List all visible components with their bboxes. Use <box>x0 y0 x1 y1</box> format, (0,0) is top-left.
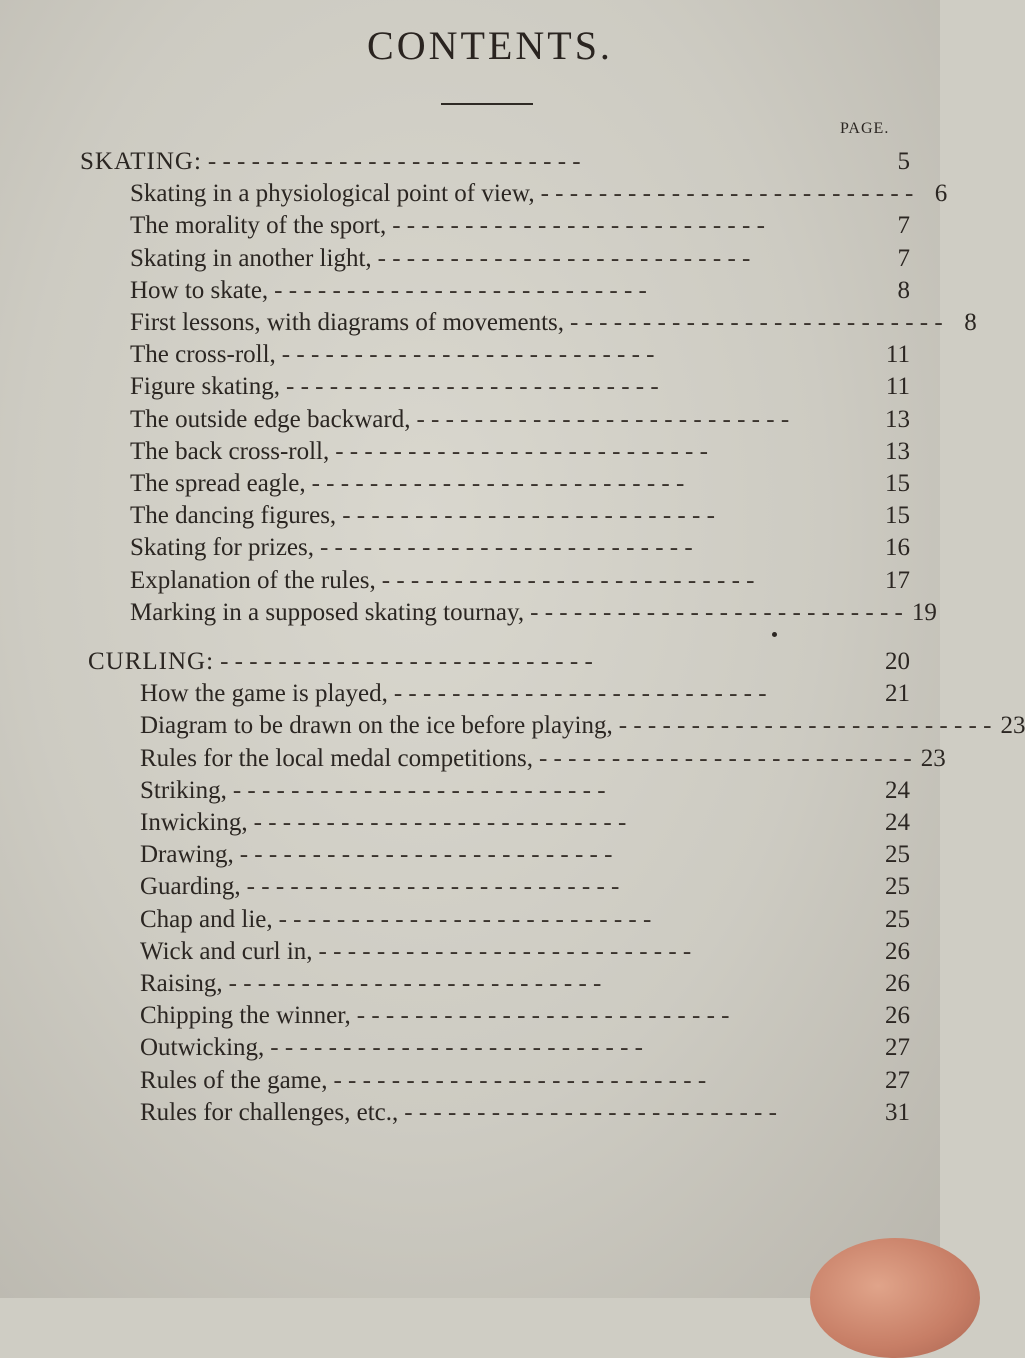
entry-title: Skating for prizes, <box>130 534 314 562</box>
toc-entry-row <box>140 936 910 968</box>
entry-title: Diagram to be drawn on the ice before playing, <box>140 712 613 740</box>
dot-leader: - - - - - - - - - - - - - - - - - - - - - - - - - - <box>207 148 581 175</box>
dot-leader: - - - - - - - - - - - - - - - - - - - - - - - - - - <box>220 648 593 675</box>
page-column-header: PAGE. <box>840 120 890 137</box>
page-title: CONTENTS. <box>367 23 613 68</box>
page-number: 24 <box>885 809 910 836</box>
page-number: 26 <box>885 970 910 997</box>
dot-leader: - - - - - - - - - - - - - - - - - - - - - - - - - - <box>356 1002 730 1030</box>
toc-entry-row <box>140 968 910 1000</box>
entry-title: Striking, <box>140 776 227 804</box>
toc-entry-row <box>130 275 910 307</box>
entry-title: Rules of the game, <box>140 1066 328 1094</box>
toc-entry-row <box>130 500 910 532</box>
page-number: 27 <box>885 1066 910 1094</box>
dot-leader: - - - - - - - - - - - - - - - - - - - - - - - - - - <box>239 841 613 869</box>
dot-leader: - - - - - - - - - - - - - - - - - - - - - - - - - - <box>286 373 659 401</box>
page-number: 8 <box>964 309 977 336</box>
entry-title: Rules for the local medal competitions, <box>140 744 533 772</box>
entry-title: First lessons, with diagrams of movements, <box>130 309 564 336</box>
dot-leader: - - - - - - - - - - - - - - - - - - - - - - - - - - <box>342 502 715 530</box>
toc-entry-row <box>140 678 910 710</box>
dot-leader: - - - - - - - - - - - - - - - - - - - - - - - - - - <box>311 470 685 497</box>
ink-speck <box>772 632 777 637</box>
page-number: 20 <box>885 648 910 675</box>
page-number: 5 <box>897 148 910 175</box>
page-number: 13 <box>885 437 910 465</box>
entry-title: The back cross-roll, <box>130 437 330 465</box>
page-number: 7 <box>897 212 910 240</box>
dot-leader: - - - - - - - - - - - - - - - - - - - - - - - - - - <box>228 970 602 997</box>
toc-entry-row <box>140 871 910 903</box>
dot-leader: - - - - - - - - - - - - - - - - - - - - - - - - - - <box>270 1034 644 1062</box>
toc-entry-row <box>130 404 910 436</box>
page-number: 15 <box>885 502 910 530</box>
dot-leader: - - - - - - - - - - - - - - - - - - - - - - - - - - <box>253 809 627 836</box>
entry-title: Skating in a physiological point of view, <box>130 180 535 208</box>
entry-title: Explanation of the rules, <box>130 566 376 594</box>
page-number: 17 <box>885 566 910 594</box>
dot-leader: - - - - - - - - - - - - - - - - - - - - - - - - - - <box>416 405 790 433</box>
page-number: 6 <box>934 180 948 208</box>
dot-leader: - - - - - - - - - - - - - - - - - - - - - - - - - - <box>232 776 606 804</box>
dot-leader: - - - - - - - - - - - - - - - - - - - - - - - - - - <box>319 534 693 562</box>
dot-leader: - - - - - - - - - - - - - - - - - - - - - - - - - - <box>530 598 903 626</box>
toc-entry-row <box>130 210 910 242</box>
toc-entry-row <box>140 1065 910 1097</box>
page-number: 23 <box>1000 712 1025 740</box>
entry-title: Marking in a supposed skating tournay, <box>130 598 525 626</box>
page-number: 15 <box>885 470 910 497</box>
dot-leader: - - - - - - - - - - - - - - - - - - - - - - - - - - <box>278 905 652 933</box>
toc-entry-row <box>140 1032 910 1064</box>
page-number: 23 <box>920 744 946 772</box>
dot-leader: - - - - - - - - - - - - - - - - - - - - - - - - - - <box>538 744 912 772</box>
dot-leader: - - - - - - - - - - - - - - - - - - - - - - - - - - <box>335 437 708 465</box>
toc-entry-row <box>140 775 910 807</box>
toc-entry-row <box>130 339 910 371</box>
entry-title: Guarding, <box>140 873 241 901</box>
page-number: 25 <box>885 841 910 869</box>
toc-entry-row <box>140 743 946 775</box>
dot-leader: - - - - - - - - - - - - - - - - - - - - - - - - - - <box>381 566 755 594</box>
entry-title: Skating in another light, <box>130 244 372 272</box>
toc-entry-row <box>140 807 910 839</box>
page-number: 21 <box>885 680 910 708</box>
dot-leader: - - - - - - - - - - - - - - - - - - - - - - - - - - <box>570 309 943 336</box>
entry-title: How the game is played, <box>140 680 388 708</box>
section-heading: SKATING: <box>80 148 202 175</box>
dot-leader: - - - - - - - - - - - - - - - - - - - - - - - - - - <box>281 341 655 369</box>
dot-leader: - - - - - - - - - - - - - - - - - - - - - - - - - - <box>540 180 914 208</box>
page-number: 25 <box>885 873 910 901</box>
entry-title: Wick and curl in, <box>140 937 313 965</box>
page-number: 31 <box>885 1098 910 1126</box>
entry-title: Drawing, <box>140 841 234 869</box>
toc-entry-row <box>140 904 910 936</box>
entry-title: How to skate, <box>130 276 269 304</box>
entry-title: Outwicking, <box>140 1034 265 1062</box>
entry-title: Inwicking, <box>140 809 248 836</box>
dot-leader: - - - - - - - - - - - - - - - - - - - - - - - - - - <box>318 937 692 965</box>
dot-leader: - - - - - - - - - - - - - - - - - - - - - - - - - - <box>274 276 647 304</box>
page-number: 27 <box>885 1034 910 1062</box>
dot-leader: - - - - - - - - - - - - - - - - - - - - - - - - - - <box>333 1066 707 1094</box>
toc-section-row <box>80 146 910 178</box>
dot-leader: - - - - - - - - - - - - - - - - - - - - - - - - - - <box>618 712 992 740</box>
dot-leader: - - - - - - - - - - - - - - - - - - - - - - - - - - <box>246 873 620 901</box>
dot-leader: - - - - - - - - - - - - - - - - - - - - - - - - - - <box>404 1098 777 1126</box>
page-number: 13 <box>885 405 910 433</box>
entry-title: Rules for challenges, etc., <box>140 1098 399 1126</box>
page-number: 7 <box>897 244 910 272</box>
toc-entry-row <box>130 468 910 500</box>
page-number: 11 <box>885 373 910 401</box>
thumb <box>810 1238 980 1358</box>
toc-entry-row <box>130 371 910 403</box>
toc-entry-row <box>130 178 948 210</box>
dot-leader: - - - - - - - - - - - - - - - - - - - - - - - - - - <box>393 680 767 708</box>
toc-entry-row <box>130 597 937 629</box>
page-number: 16 <box>885 534 910 562</box>
toc-entry-row <box>140 1000 910 1032</box>
dot-leader: - - - - - - - - - - - - - - - - - - - - - - - - - - <box>392 212 765 240</box>
entry-title: Chap and lie, <box>140 905 273 933</box>
toc-entry-row <box>140 839 910 871</box>
page-number: 19 <box>911 598 937 626</box>
entry-title: Chipping the winner, <box>140 1002 351 1030</box>
entry-title: The dancing figures, <box>130 502 337 530</box>
entry-title: Figure skating, <box>130 373 280 401</box>
dot-leader: - - - - - - - - - - - - - - - - - - - - - - - - - - <box>377 244 751 272</box>
page-number: 26 <box>885 937 910 965</box>
toc-entry-row <box>130 565 910 597</box>
page-number: 26 <box>885 1002 910 1030</box>
page-number: 11 <box>885 341 910 369</box>
toc-entry-row <box>140 1097 910 1129</box>
entry-title: The morality of the sport, <box>130 212 387 240</box>
toc-entry-row <box>130 243 910 275</box>
entry-title: The cross-roll, <box>130 341 276 369</box>
entry-title: The outside edge backward, <box>130 405 411 433</box>
page-number: 25 <box>885 905 910 933</box>
title-rule <box>441 103 533 105</box>
entry-title: Raising, <box>140 970 223 997</box>
toc-entry-row <box>130 532 910 564</box>
section-heading: CURLING: <box>88 648 215 675</box>
page-number: 8 <box>897 276 910 304</box>
toc-entry-row <box>130 436 910 468</box>
entry-title: The spread eagle, <box>130 470 306 497</box>
toc-entry-row <box>140 710 1025 742</box>
page-number: 24 <box>885 776 910 804</box>
toc-entry-row <box>130 307 977 339</box>
toc-section-row <box>88 646 910 678</box>
